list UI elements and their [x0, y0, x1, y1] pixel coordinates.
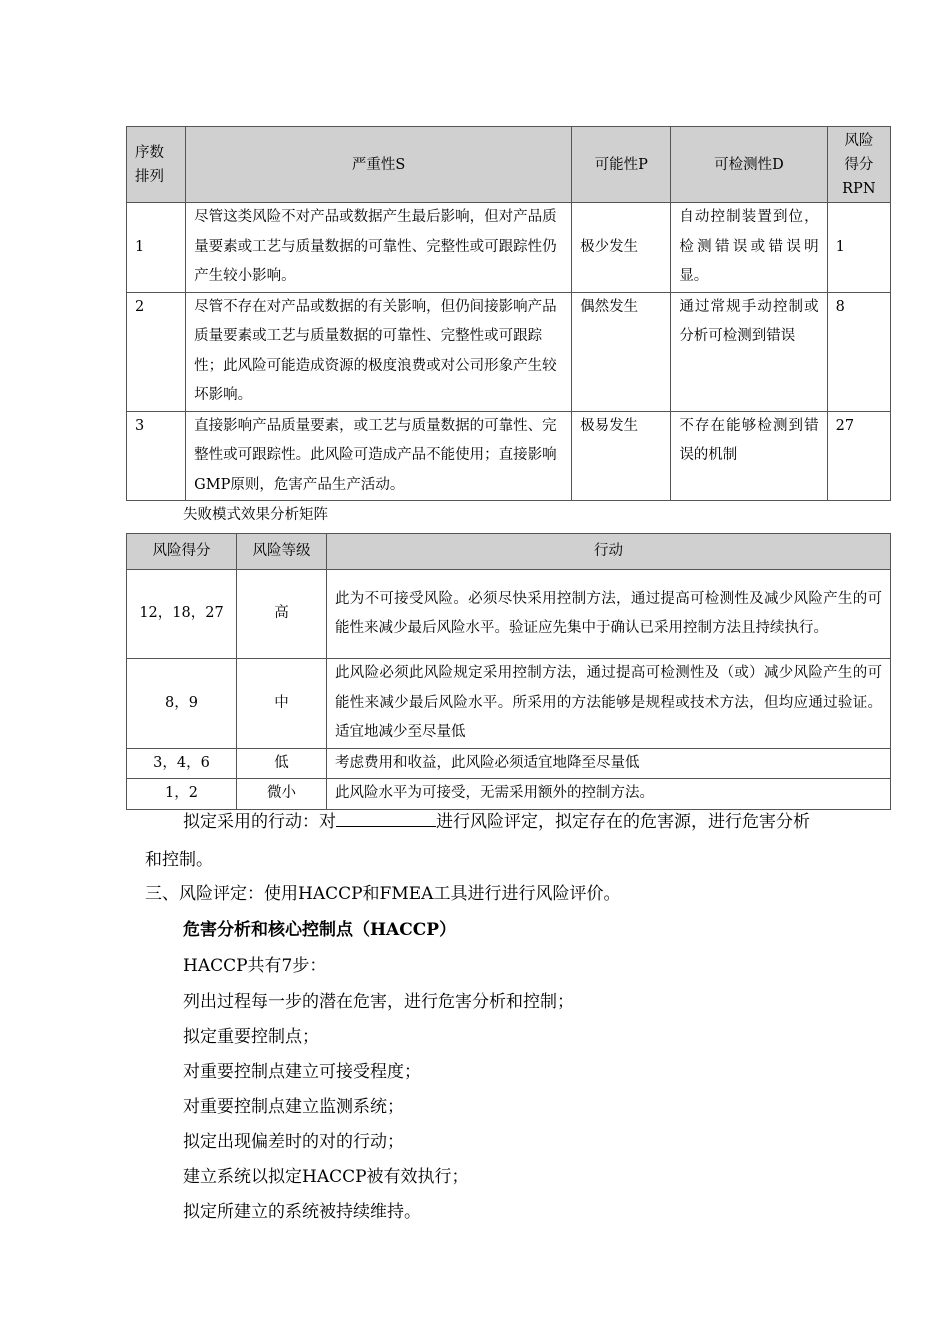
- risk-level-cell: 中: [237, 659, 327, 749]
- risk-level-cell: 低: [237, 748, 327, 779]
- severity-cell: 尽管不存在对产品或数据的有关影响，但仍间接影响产品质量要素或工艺与质量数据的可靠性、完整性或可跟踪性；此风险可能造成资源的极度浪费或对公司形象产生较坏影响。: [186, 292, 572, 411]
- action-cell: 此风险必须此风险规定采用控制方法，通过提高可检测性及（或）减少风险产生的可能性来减少最后风险水平。所采用的方法能够是规程或技术方法，但均应通过验证。适宜地减少至尽量低: [327, 659, 891, 749]
- action-text-b: 进行风险评定，拟定存在的危害源，进行危害分析: [436, 812, 810, 832]
- probability-cell: 极易发生: [572, 411, 671, 501]
- risk-level-cell: 高: [237, 570, 327, 659]
- section-3-heading: 三、风险评定：使用HACCP和FMEA工具进行进行风险评价。: [145, 884, 621, 904]
- risk-score-cell: 12，18，27: [127, 570, 237, 659]
- haccp-step: 列出过程每一步的潜在危害，进行危害分析和控制；: [183, 992, 574, 1012]
- risk-action-table: [126, 533, 891, 810]
- header-seq-line1: 序数: [135, 144, 164, 161]
- header-rpn: [827, 127, 890, 203]
- severity-matrix-table: [126, 126, 891, 501]
- header-rpn-line3: RPN: [842, 180, 876, 197]
- haccp-step: 拟定所建立的系统被持续维持。: [183, 1202, 421, 1222]
- probability-cell: 偶然发生: [572, 292, 671, 411]
- fill-blank: [336, 808, 436, 827]
- table-header-row: [127, 127, 891, 203]
- rpn-cell: 27: [827, 411, 890, 501]
- detectability-cell: 自动控制装置到位，检测错误或错误明显。: [671, 203, 827, 293]
- haccp-step: 对重要控制点建立可接受程度；: [183, 1062, 421, 1082]
- action-cell: 此为不可接受风险。必须尽快采用控制方法，通过提高可检测性及减少风险产生的可能性来减少最后风险水平。验证应先集中于确认已采用控制方法且持续执行。: [327, 570, 891, 659]
- rpn-cell: 8: [827, 292, 890, 411]
- risk-score-cell: 1，2: [127, 779, 237, 810]
- haccp-step: 拟定出现偏差时的对的行动；: [183, 1132, 404, 1152]
- row-number: 1: [127, 203, 186, 293]
- table-row: [127, 203, 891, 293]
- header-severity: 严重性S: [186, 127, 572, 203]
- table-row: [127, 411, 891, 501]
- header-seq-line2: 排列: [135, 168, 164, 185]
- row-number: 2: [127, 292, 186, 411]
- detectability-cell: 通过常规手动控制或分析可检测到错误: [671, 292, 827, 411]
- header-action: 行动: [327, 534, 891, 570]
- haccp-steps-intro: HACCP共有7步：: [183, 956, 327, 976]
- action-paragraph: [183, 807, 810, 832]
- probability-cell: 极少发生: [572, 203, 671, 293]
- table-header-row: [127, 534, 891, 570]
- haccp-step: 建立系统以拟定HACCP被有效执行；: [183, 1167, 469, 1187]
- header-detectability: 可检测性D: [671, 127, 827, 203]
- header-probability: 可能性P: [572, 127, 671, 203]
- severity-cell: 尽管这类风险不对产品或数据产生最后影响，但对产品质量要素或工艺与质量数据的可靠性、完整性或可跟踪性仍产生较小影响。: [186, 203, 572, 293]
- header-rpn-line2: 得分: [844, 156, 874, 173]
- detectability-cell: 不存在能够检测到错误的机制: [671, 411, 827, 501]
- haccp-title: 危害分析和核心控制点（HACCP）: [183, 920, 457, 940]
- risk-level-cell: 微小: [237, 779, 327, 810]
- table-caption: 失败模式效果分析矩阵: [183, 507, 328, 523]
- risk-score-cell: 3，4，6: [127, 748, 237, 779]
- table-row: [127, 779, 891, 810]
- header-rpn-line1: 风险: [844, 132, 874, 149]
- table-row: [127, 292, 891, 411]
- table-row: [127, 748, 891, 779]
- header-seq: [127, 127, 186, 203]
- haccp-step: 对重要控制点建立监测系统；: [183, 1097, 404, 1117]
- table-row: [127, 570, 891, 659]
- risk-score-cell: 8，9: [127, 659, 237, 749]
- action-cell: 此风险水平为可接受，无需采用额外的控制方法。: [327, 779, 891, 810]
- header-risk-level: 风险等级: [237, 534, 327, 570]
- action-paragraph-end: 和控制。: [145, 850, 213, 870]
- severity-cell: 直接影响产品质量要素，或工艺与质量数据的可靠性、完整性或可跟踪性。此风险可造成产品不能使用；直接影响GMP原则，危害产品生产活动。: [186, 411, 572, 501]
- rpn-cell: 1: [827, 203, 890, 293]
- action-cell: 考虑费用和收益，此风险必须适宜地降至尽量低: [327, 748, 891, 779]
- haccp-step: 拟定重要控制点；: [183, 1027, 319, 1047]
- table-row: [127, 659, 891, 749]
- header-risk-score: 风险得分: [127, 534, 237, 570]
- action-text-a: 拟定采用的行动：对: [183, 812, 336, 832]
- row-number: 3: [127, 411, 186, 501]
